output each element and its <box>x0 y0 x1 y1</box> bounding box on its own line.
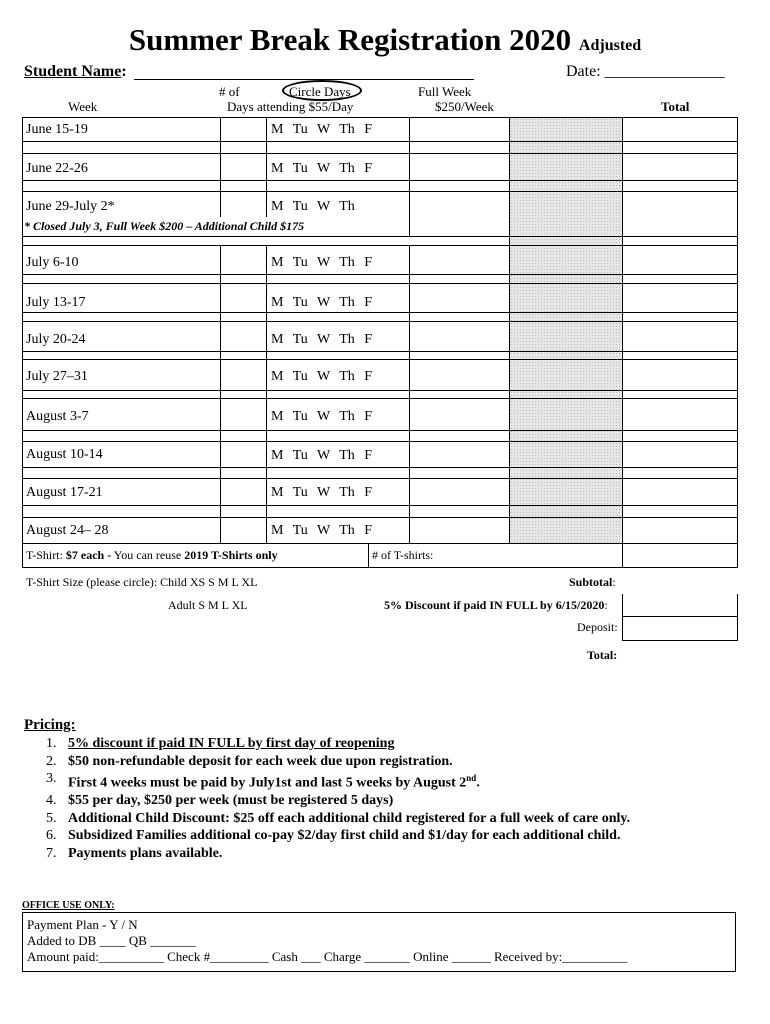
week-label: June 22-26 <box>26 161 88 176</box>
student-name-label: Student Name: <box>24 63 127 80</box>
day-options[interactable]: M Tu W Th F <box>271 369 373 384</box>
day-options[interactable]: M Tu W Th F <box>271 523 373 538</box>
header-week: Week <box>68 99 98 114</box>
title-suffix: Adjusted <box>578 37 642 54</box>
pricing-list <box>46 735 631 862</box>
pricing-heading: Pricing: <box>24 717 76 733</box>
pricing-item: 2. $50 non-refundable deposit for each week due upon registration. <box>46 753 453 769</box>
day-options[interactable]: M Tu W Th <box>271 199 355 214</box>
week-label: June 29-July 2* <box>26 199 115 214</box>
tshirt-count-label: # of T-shirts: <box>372 548 434 562</box>
pricing-item: 4. $55 per day, $250 per week (must be registered 5 days) <box>46 793 394 809</box>
header-full-week: Full Week <box>418 84 472 99</box>
pricing-item: 5. Additional Child Discount: $25 off each additional child registered for a full week of care only. <box>46 810 631 826</box>
day-options[interactable]: M Tu W Th F <box>271 332 373 347</box>
subtotal-label: Subtotal: <box>569 575 616 589</box>
week-label: July 27–31 <box>26 369 88 384</box>
header-circle-days: Circle Days <box>289 84 351 99</box>
pricing-item: 7. Payments plans available. <box>46 845 223 861</box>
pricing-item: 3. First 4 weeks must be paid by July1st and last 5 weeks by August 2nd. <box>46 771 480 791</box>
header-num-of: # of <box>219 84 240 99</box>
day-options[interactable]: M Tu W Th F <box>271 448 373 463</box>
day-options[interactable]: M Tu W Th F <box>271 295 373 310</box>
day-options[interactable]: M Tu W Th F <box>271 122 373 137</box>
office-box <box>22 912 736 972</box>
week-label: July 20-24 <box>26 332 86 347</box>
day-options[interactable]: M Tu W Th F <box>271 255 373 270</box>
title-text: Summer Break Registration 2020 <box>128 22 572 57</box>
week-label: August 24– 28 <box>26 523 109 538</box>
office-added-to-db[interactable]: Added to DB ____ QB _______ <box>27 933 196 948</box>
header-days-attending: Days attending $55/Day <box>227 99 354 114</box>
day-options[interactable]: M Tu W Th F <box>271 161 373 176</box>
week-label: June 15-19 <box>26 122 88 137</box>
office-heading: OFFICE USE ONLY: <box>22 900 115 911</box>
week-label: July 6-10 <box>26 255 79 270</box>
pricing-item: 1. 5% discount if paid IN FULL by first day of reopening <box>46 736 395 751</box>
office-amount-paid[interactable]: Amount paid:__________ Check #_________ Cash ___ Charge _______ Online ______ Received by:__________ <box>27 949 628 964</box>
week-label: July 13-17 <box>26 295 86 310</box>
day-options[interactable]: M Tu W Th F <box>271 485 373 500</box>
week-label: August 3-7 <box>26 409 89 424</box>
office-payment-plan[interactable]: Payment Plan - Y / N <box>27 917 138 932</box>
week-label: August 17-21 <box>26 485 103 500</box>
total-label: Total: <box>587 648 618 662</box>
discount-label: 5% Discount if paid IN FULL by 6/15/2020: <box>384 598 608 612</box>
tshirt-size-adult[interactable]: Adult S M L XL <box>168 598 248 612</box>
tshirt-row-label: T-Shirt: $7 each - You can reuse 2019 T-Shirts only <box>26 548 278 562</box>
date-field[interactable]: Date: _______________ <box>566 63 725 80</box>
closed-note: * Closed July 3, Full Week $200 – Additional Child $175 <box>24 219 305 233</box>
deposit-label: Deposit: <box>577 620 618 634</box>
header-total: Total <box>661 99 690 114</box>
pricing-item: 6. Subsidized Families additional co-pay $2/day first child and $1/day for each additional child. <box>46 828 621 844</box>
week-label: August 10-14 <box>26 447 103 462</box>
tshirt-size-child[interactable]: T-Shirt Size (please circle): Child XS S M L XL <box>26 575 258 589</box>
header-full-week-price: $250/Week <box>435 99 494 114</box>
day-options[interactable]: M Tu W Th F <box>271 409 373 424</box>
